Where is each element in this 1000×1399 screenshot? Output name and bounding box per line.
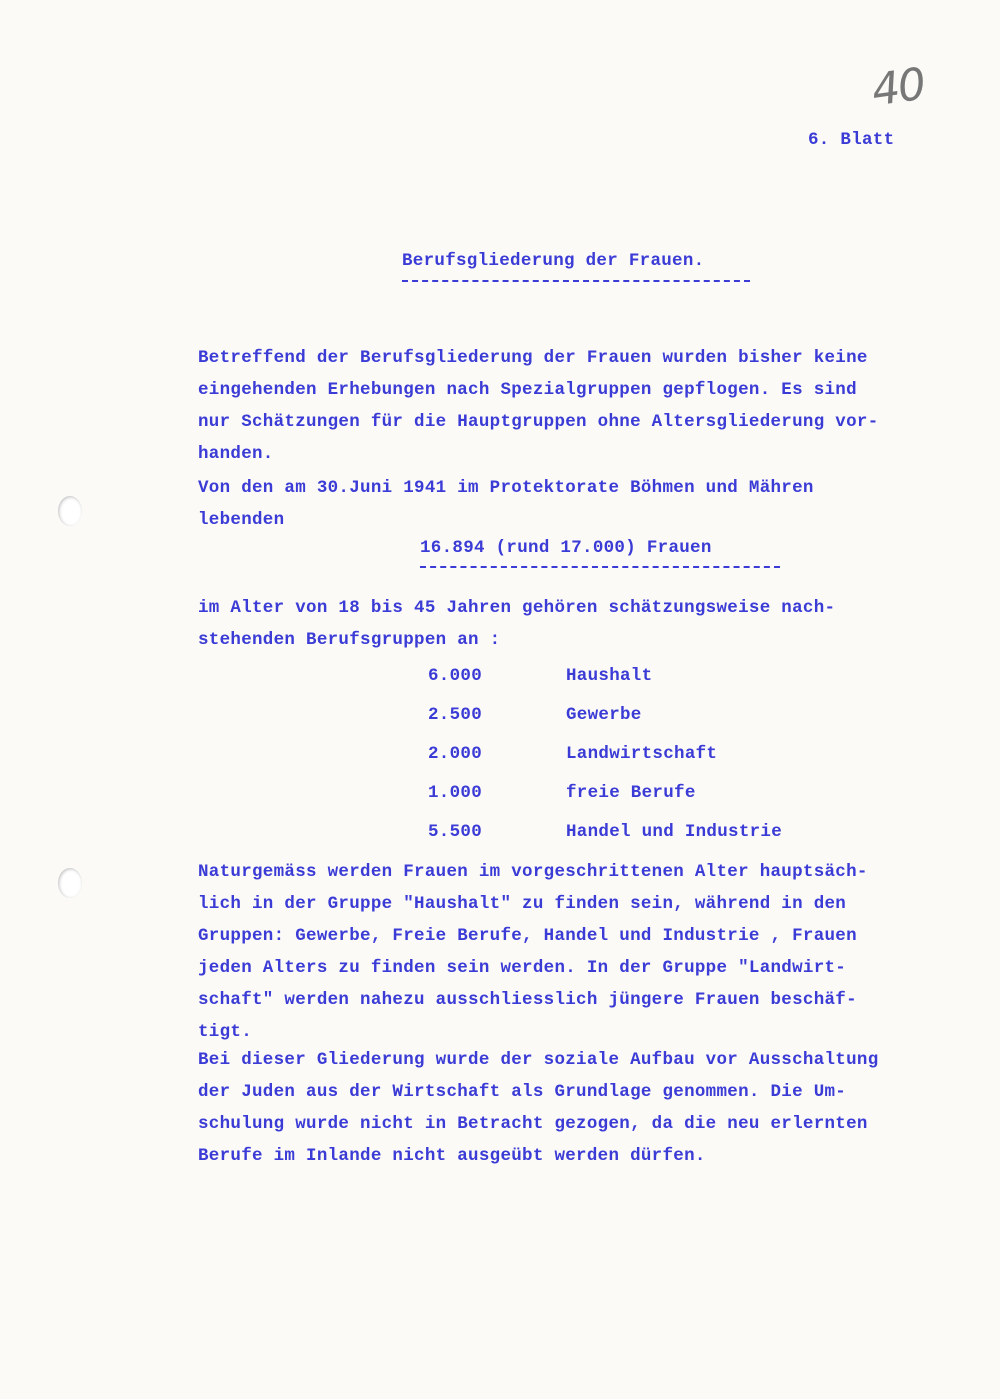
sheet-label: 6. Blatt (808, 130, 895, 150)
paragraph-1-line-3: nur Schätzungen für die Hauptgruppen ohne Altersgliederung vor- (198, 412, 879, 432)
punch-hole (58, 868, 82, 898)
handwritten-folio-number: 40 (868, 58, 928, 117)
paragraph-1-line-2: eingehenden Erhebungen nach Spezialgruppen gepflogen. Es sind (198, 380, 857, 400)
paragraph-5-line-2: der Juden aus der Wirtschaft als Grundlage genommen. Die Um- (198, 1082, 847, 1102)
group-label: Landwirtschaft (566, 744, 718, 764)
paragraph-5-line-3: schulung wurde nicht in Betracht gezogen, da die neu erlernten (198, 1114, 868, 1134)
paragraph-3-line-2: stehenden Berufsgruppen an : (198, 630, 501, 650)
title-underline (402, 280, 750, 282)
group-label: Handel und Industrie (566, 822, 783, 842)
group-label: Gewerbe (566, 705, 642, 725)
group-count: 1.000 (428, 783, 483, 803)
paragraph-4-line-6: tigt. (198, 1022, 253, 1042)
group-count: 2.500 (428, 705, 483, 725)
paragraph-5-line-4: Berufe im Inlande nicht ausgeübt werden dürfen. (198, 1146, 706, 1166)
punch-hole (58, 496, 82, 526)
women-count-highlight: 16.894 (rund 17.000) Frauen (420, 538, 712, 558)
group-count: 6.000 (428, 666, 483, 686)
paragraph-2-line-2: lebenden (198, 510, 285, 530)
paragraph-2-line-1: Von den am 30.Juni 1941 im Protektorate Böhmen und Mähren (198, 478, 814, 498)
paragraph-3-line-1: im Alter von 18 bis 45 Jahren gehören schätzungsweise nach- (198, 598, 836, 618)
paragraph-4-line-5: schaft" werden nahezu ausschliesslich jüngere Frauen beschäf- (198, 990, 857, 1010)
group-count: 5.500 (428, 822, 483, 842)
paragraph-1-line-1: Betreffend der Berufsgliederung der Frauen wurden bisher keine (198, 348, 868, 368)
paragraph-4-line-2: lich in der Gruppe "Haushalt" zu finden sein, während in den (198, 894, 847, 914)
paragraph-4-line-3: Gruppen: Gewerbe, Freie Berufe, Handel und Industrie , Frauen (198, 926, 857, 946)
group-label: freie Berufe (566, 783, 696, 803)
paragraph-4-line-1: Naturgemäss werden Frauen im vorgeschrittenen Alter hauptsäch- (198, 862, 868, 882)
document-title: Berufsgliederung der Frauen. (402, 251, 705, 271)
paragraph-5-line-1: Bei dieser Gliederung wurde der soziale Aufbau vor Ausschaltung (198, 1050, 879, 1070)
highlight-underline (420, 566, 780, 568)
group-count: 2.000 (428, 744, 483, 764)
paragraph-1-line-4: handen. (198, 444, 274, 464)
paragraph-4-line-4: jeden Alters zu finden sein werden. In der Gruppe "Landwirt- (198, 958, 847, 978)
group-label: Haushalt (566, 666, 653, 686)
